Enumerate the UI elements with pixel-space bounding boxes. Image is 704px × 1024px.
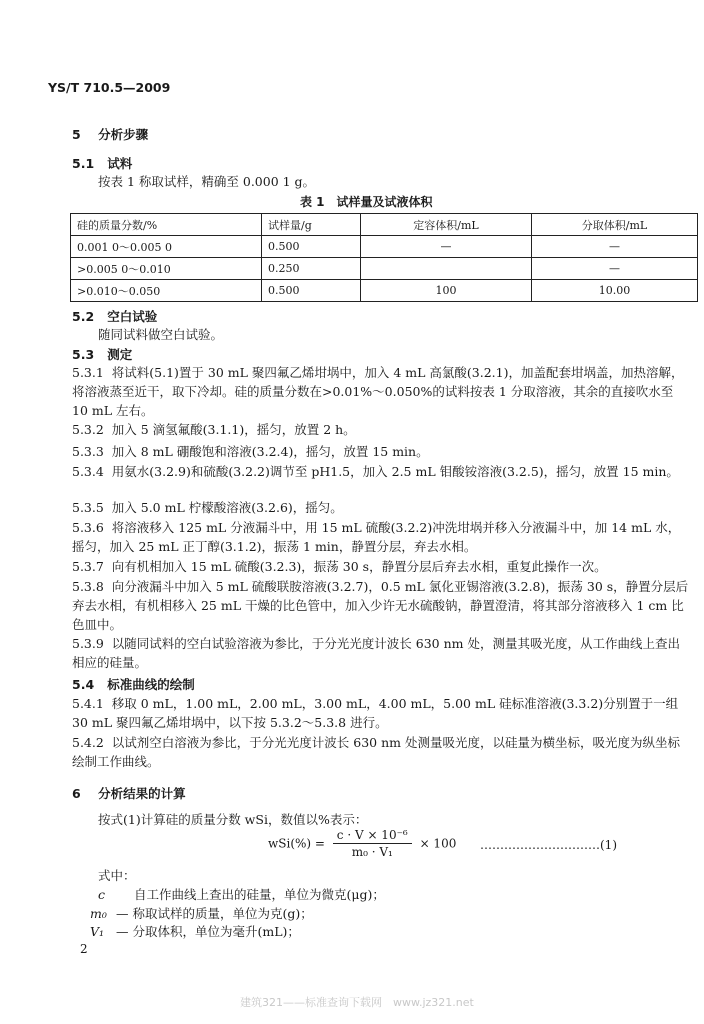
clause-5-3-5 <box>72 498 690 517</box>
clause-text: 向分液漏斗中加入 5 mL 硫酸联胺溶液(3.2.7)，0.5 mL 氯化亚锡溶液(3.2.8)，振荡 30 s，静置分层后弃去水相，有机相移入 25 mL 干燥的比色管中，加入少许无水硫酸钠，静置澄清，将其部分溶液移入 1 cm 比色皿中。 <box>72 579 689 632</box>
section-number: 6 <box>72 786 81 801</box>
table-cell: >0.005 0～0.010 <box>71 258 262 280</box>
table-row <box>71 236 698 258</box>
calc-intro: 按式(1)计算硅的质量分数 wSi，数值以%表示： <box>98 812 368 827</box>
section-5-4-heading <box>72 675 195 693</box>
clause-5-4-1 <box>72 694 690 732</box>
clause-text: 将试料(5.1)置于 30 mL 聚四氟乙烯坩埚中，加入 4 mL 高氯酸(3.2.1)，加盖配套坩埚盖，加热溶解，将溶液蒸至近干，取下冷却。硅的质量分数在>0.01%～0.050%的试料按表 1 分取溶液，其余的直接吹水至 10 mL 左右。 <box>72 365 684 418</box>
where-description: 自工作曲线上查出的硅量，单位为微克(μg)； <box>134 887 385 902</box>
section-number: 5.2 <box>72 309 95 324</box>
table-cell: — <box>361 236 532 258</box>
section-title: 测定 <box>107 347 133 362</box>
formula-lhs: wSi(%) = <box>268 836 325 851</box>
table-cell: 0.500 <box>262 280 361 302</box>
where-description: 分取体积，单位为毫升(mL)； <box>132 924 300 939</box>
clause-number: 5.3.8 <box>72 579 104 594</box>
section-title: 标准曲线的绘制 <box>107 677 195 692</box>
table-header-row <box>71 214 698 236</box>
section-5-2-heading <box>72 307 157 325</box>
clause-5-3-2 <box>72 420 690 439</box>
clause-5-3-6 <box>72 518 690 556</box>
clause-text: 向有机相加入 15 mL 硫酸(3.2.3)，振荡 30 s，静置分层后弃去水相，重复此操作一次。 <box>111 559 607 574</box>
section-5-heading <box>72 125 148 143</box>
clause-5-4-2 <box>72 733 690 771</box>
table-caption: 表 1 试样量及试液体积 <box>300 195 433 209</box>
table-cell: >0.010～0.050 <box>71 280 262 302</box>
clause-number: 5.3.5 <box>72 500 104 515</box>
section-number: 5.4 <box>72 677 95 692</box>
clause-text: 加入 8 mL 硼酸饱和溶液(3.2.4)，摇匀，放置 15 min。 <box>111 444 429 459</box>
table-cell <box>361 258 532 280</box>
clause-5-3-7 <box>72 557 690 576</box>
section-number: 5 <box>72 127 81 142</box>
section-5-1-heading <box>72 154 132 172</box>
clause-number: 5.3.9 <box>72 636 104 651</box>
where-symbol: m₀ <box>90 906 107 921</box>
clause-number: 5.3.6 <box>72 520 104 535</box>
clause-5-3-3 <box>72 442 690 461</box>
table-cell: 0.001 0～0.005 0 <box>71 236 262 258</box>
section-5-1-text: 按表 1 称取试样，精确至 0.000 1 g。 <box>98 174 316 189</box>
table-header-cell: 试样量/g <box>262 214 361 236</box>
table-row <box>71 258 698 280</box>
formula-denominator: m₀ · V₁ <box>351 845 393 859</box>
section-6-heading <box>72 784 186 802</box>
where-item <box>98 885 385 904</box>
clause-5-3-4 <box>72 462 690 481</box>
sample-volume-table <box>70 213 698 302</box>
table-cell: 0.250 <box>262 258 361 280</box>
section-5-3-heading <box>72 345 132 363</box>
formula-fraction <box>333 828 412 859</box>
clause-number: 5.3.2 <box>72 422 104 437</box>
table-cell: 10.00 <box>532 280 698 302</box>
clause-5-3-8 <box>72 577 690 634</box>
clause-text: 以试剂空白溶液为参比，于分光光度计波长 630 nm 处测量吸光度，以硅量为横坐标，吸光度为纵坐标绘制工作曲线。 <box>72 735 680 769</box>
formula-tail: × 100 <box>419 836 457 851</box>
where-item: V₁ — 分取体积，单位为毫升(mL)； <box>90 924 300 939</box>
table-cell: — <box>532 258 698 280</box>
clause-text: 将溶液移入 125 mL 分液漏斗中，用 15 mL 硫酸(3.2.2)冲洗坩埚并移入分液漏斗中，加 14 mL 水，摇匀，加入 25 mL 正丁醇(3.1.2)，振荡 1 min，静置分层，弃去水相。 <box>72 520 681 554</box>
clause-number: 5.3.3 <box>72 444 104 459</box>
section-number: 5.1 <box>72 156 95 171</box>
clause-number: 5.4.2 <box>72 735 104 750</box>
section-title: 空白试验 <box>107 309 158 324</box>
formula-1 <box>268 828 456 859</box>
table-cell: 0.500 <box>262 236 361 258</box>
section-title: 分析结果的计算 <box>98 786 186 801</box>
clause-text: 加入 5 滴氢氟酸(3.1.1)，摇匀，放置 2 h。 <box>111 422 356 437</box>
table-header-cell: 硅的质量分数/% <box>71 214 262 236</box>
where-description: 称取试样的质量，单位为克(g)； <box>132 906 313 921</box>
clause-number: 5.3.4 <box>72 464 104 479</box>
section-title: 试料 <box>107 156 133 171</box>
clause-text: 加入 5.0 mL 柠檬酸溶液(3.2.6)，摇匀。 <box>111 500 343 515</box>
clause-number: 5.3.7 <box>72 559 104 574</box>
formula-numerator: c · V × 10⁻⁶ <box>333 828 412 844</box>
section-title: 分析步骤 <box>98 127 149 142</box>
where-symbol: V₁ <box>90 924 105 939</box>
where-item: m₀ — 称取试样的质量，单位为克(g)； <box>90 906 313 921</box>
table-cell: — <box>532 236 698 258</box>
clause-number: 5.3.1 <box>72 365 104 380</box>
clause-5-3-1 <box>72 363 690 420</box>
watermark: 建筑321——标准查询下载网 www.jz321.net <box>240 996 474 1009</box>
section-number: 5.3 <box>72 347 95 362</box>
table-row <box>71 280 698 302</box>
clause-5-3-9 <box>72 634 690 672</box>
page-number: 2 <box>80 942 88 956</box>
table-header-cell: 分取体积/mL <box>532 214 698 236</box>
where-symbol: c <box>98 887 106 902</box>
table-cell: 100 <box>361 280 532 302</box>
clause-number: 5.4.1 <box>72 696 104 711</box>
where-label: 式中： <box>98 868 136 883</box>
clause-text: 移取 0 mL，1.00 mL，2.00 mL，3.00 mL，4.00 mL，5.00 mL 硅标准溶液(3.3.2)分别置于一组 30 mL 聚四氟乙烯坩埚中，以下按 5.3.2～5.3.8 进行。 <box>72 696 679 730</box>
table-header-cell: 定容体积/mL <box>361 214 532 236</box>
standard-number: YS/T 710.5—2009 <box>48 80 171 95</box>
clause-text: 以随同试料的空白试验溶液为参比，于分光光度计波长 630 nm 处，测量其吸光度，从工作曲线上查出相应的硅量。 <box>72 636 680 670</box>
section-5-2-text: 随同试料做空白试验。 <box>98 327 224 342</box>
clause-text: 用氨水(3.2.9)和硫酸(3.2.2)调节至 pH1.5，加入 2.5 mL 钼酸铵溶液(3.2.5)，摇匀，放置 15 min。 <box>111 464 679 479</box>
equation-number: …………………………(1) <box>480 838 617 852</box>
